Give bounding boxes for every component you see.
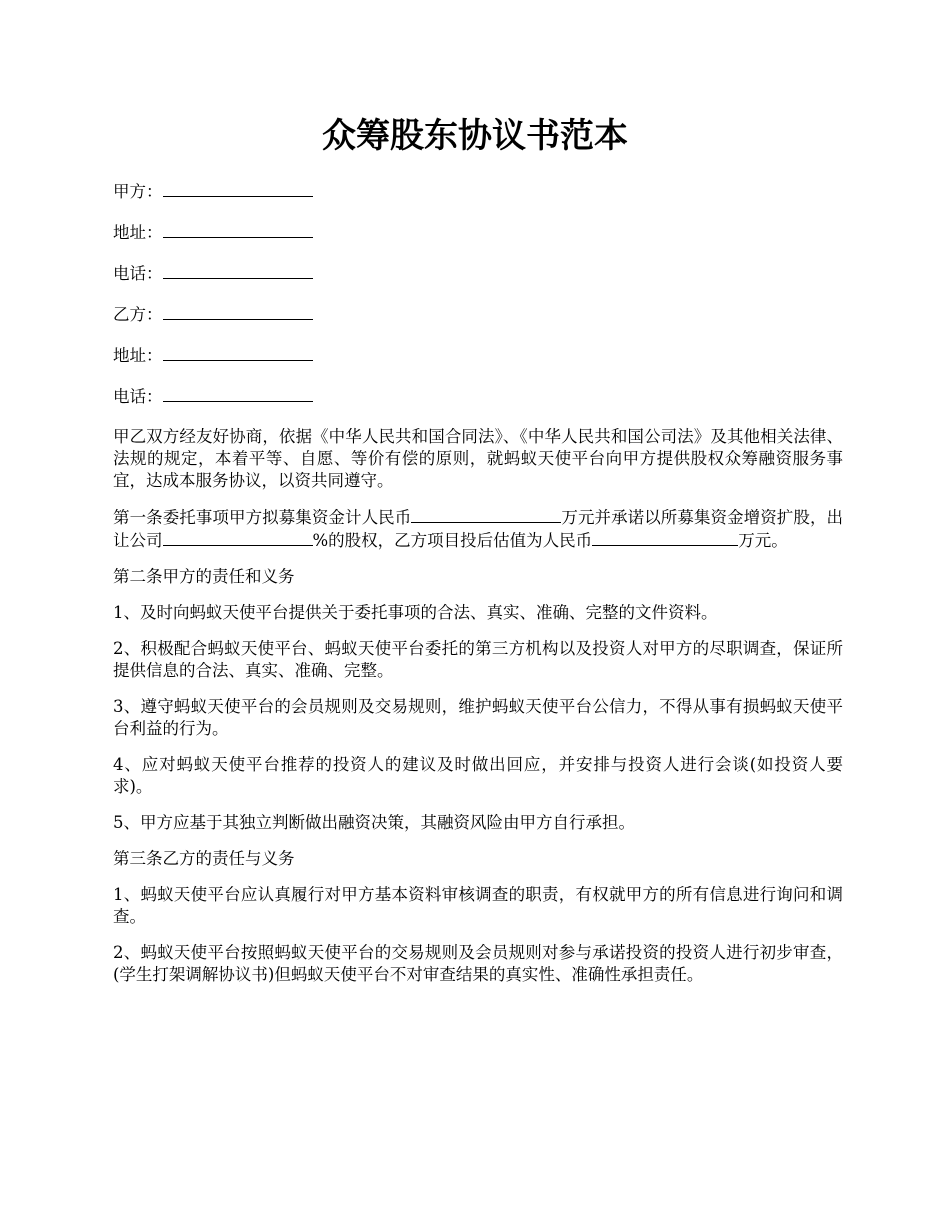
field-label: 甲方： <box>113 182 163 201</box>
party-a-phone-field <box>113 262 843 284</box>
blank-line <box>163 221 313 238</box>
blank-line <box>163 385 313 402</box>
article-1-text-3: %的股权，乙方项目投后估值为人民币 <box>312 531 593 550</box>
field-label: 地址： <box>113 223 163 242</box>
article-3-item: 2、蚂蚁天使平台按照蚂蚁天使平台的交易规则及会员规则对参与承诺投资的投资人进行初步审查，(学生打架调解协议书)但蚂蚁天使平台不对审查结果的真实性、准确性承担责任。 <box>113 943 843 984</box>
party-a-address-field <box>113 221 843 243</box>
intro-paragraph: 甲乙双方经友好协商，依据《中华人民共和国合同法》、《中华人民共和国公司法》及其他相关法律、法规的规定，本着平等、自愿、等价有偿的原则，就蚂蚁天使平台向甲方提供股权众筹融资服务事宜，达成本服务协议，以资共同遵守。 <box>113 427 843 490</box>
blank-line <box>411 506 561 523</box>
document-body <box>113 180 843 1000</box>
article-3-item: 1、蚂蚁天使平台应认真履行对甲方基本资料审核调查的职责，有权就甲方的所有信息进行询问和调查。 <box>113 885 843 926</box>
field-label: 电话： <box>113 264 163 283</box>
article-2-item: 5、甲方应基于其独立判断做出融资决策，其融资风险由甲方自行承担。 <box>113 813 635 832</box>
blank-line <box>163 180 313 197</box>
article-1-paragraph <box>113 506 843 552</box>
party-a-name-field <box>113 180 843 202</box>
party-b-name-field <box>113 303 843 325</box>
blank-line <box>163 344 313 361</box>
blank-line <box>720 529 738 546</box>
article-2-heading: 第二条甲方的责任和义务 <box>113 567 295 586</box>
article-1-text-4: 万元。 <box>738 531 788 550</box>
field-label: 地址： <box>113 346 163 365</box>
blank-line <box>163 303 313 320</box>
document-title: 众筹股东协议书范本 <box>322 116 628 156</box>
article-2-item: 3、遵守蚂蚁天使平台的会员规则及交易规则，维护蚂蚁天使平台公信力，不得从事有损蚂蚁天使平台利益的行为。 <box>113 697 843 738</box>
article-3-heading: 第三条乙方的责任与义务 <box>113 849 295 868</box>
blank-line <box>592 529 720 546</box>
party-b-address-field <box>113 344 843 366</box>
article-2-item: 4、应对蚂蚁天使平台推荐的投资人的建议及时做出回应，并安排与投资人进行会谈(如投资人要求)。 <box>113 755 843 796</box>
party-b-phone-field <box>113 385 843 407</box>
article-2-item: 1、及时向蚂蚁天使平台提供关于委托事项的合法、真实、准确、完整的文件资料。 <box>113 603 718 622</box>
blank-line <box>163 529 313 546</box>
field-label: 乙方： <box>113 305 163 324</box>
article-1-text-1: 第一条委托事项甲方拟募集资金计人民币 <box>113 508 412 527</box>
article-1-text-2: 万元并承诺以所募集资金增资扩股，出让公司 <box>113 508 844 550</box>
blank-line <box>163 262 313 279</box>
field-label: 电话： <box>113 387 163 406</box>
article-2-item: 2、积极配合蚂蚁天使平台、蚂蚁天使平台委托的第三方机构以及投资人对甲方的尽职调查，保证所提供信息的合法、真实、准确、完整。 <box>113 639 843 680</box>
